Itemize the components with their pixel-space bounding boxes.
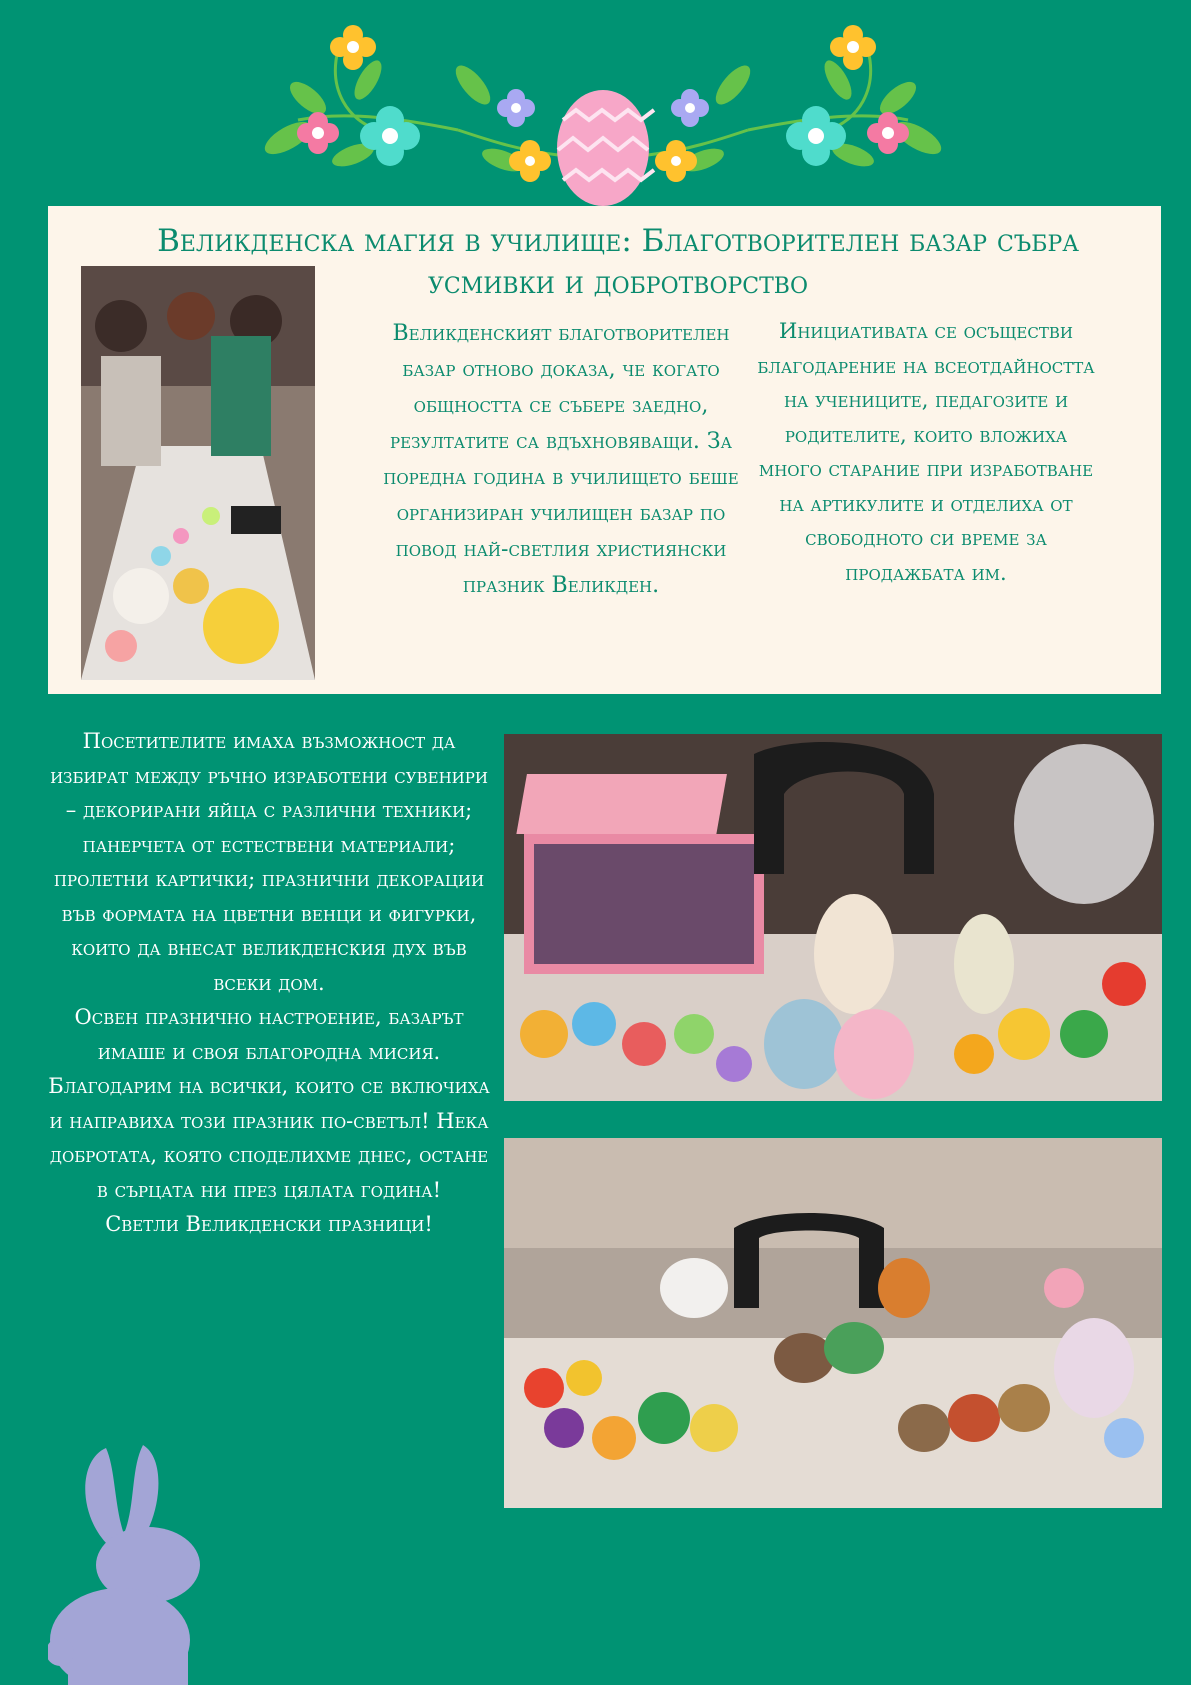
- bazaar-photo-crafts-1: [504, 734, 1162, 1101]
- body-paragraph-1: Посетителите имаха възможност да избират между ръчно изработени сувенири – декорирани яйца с различни техники; панерчета от естествени материали; пролетни картички; празнични декорации във формата на цветни венци и фигурки, които да внесат великденския дух във всеки дом.: [50, 729, 488, 995]
- article-panel: [48, 206, 1161, 694]
- bunny-silhouette-icon: [48, 1440, 228, 1685]
- article-body: [44, 724, 494, 1242]
- article-headline: Великденска магия в училище: Благотворителен базар събра усмивки и добротворство: [157, 223, 1079, 301]
- body-paragraph-2: Освен празнично настроение, базарът имаше и своя благородна мисия.: [74, 1005, 464, 1064]
- body-paragraph-3: Благодарим на всички, които се включиха и направиха този празник по-светъл! Нека добротата, която споделихме днес, остане в сърцата ни през цялата година!: [48, 1074, 490, 1202]
- bazaar-photo-students: [81, 266, 315, 680]
- article-column-1: Великденският благотворителен базар отново доказа, че когато общността се събере заедно, резултатите са вдъхновяващи. За поредна година в училището беше организиран училищен базар по повод най-светлия християнски празник Великден.: [383, 321, 739, 598]
- bazaar-photo-crafts-2: [504, 1138, 1162, 1508]
- easter-egg-flower-garland-icon: [258, 10, 948, 210]
- article-column-2: Инициативата се осъществи благодарение на всеотдайността на учениците, педагозите и родителите, които вложиха много старание при изработване на артикулите и отделиха от свободното си време за продажбата им.: [757, 319, 1095, 585]
- body-paragraph-4: Светли Великденски празници!: [105, 1212, 433, 1236]
